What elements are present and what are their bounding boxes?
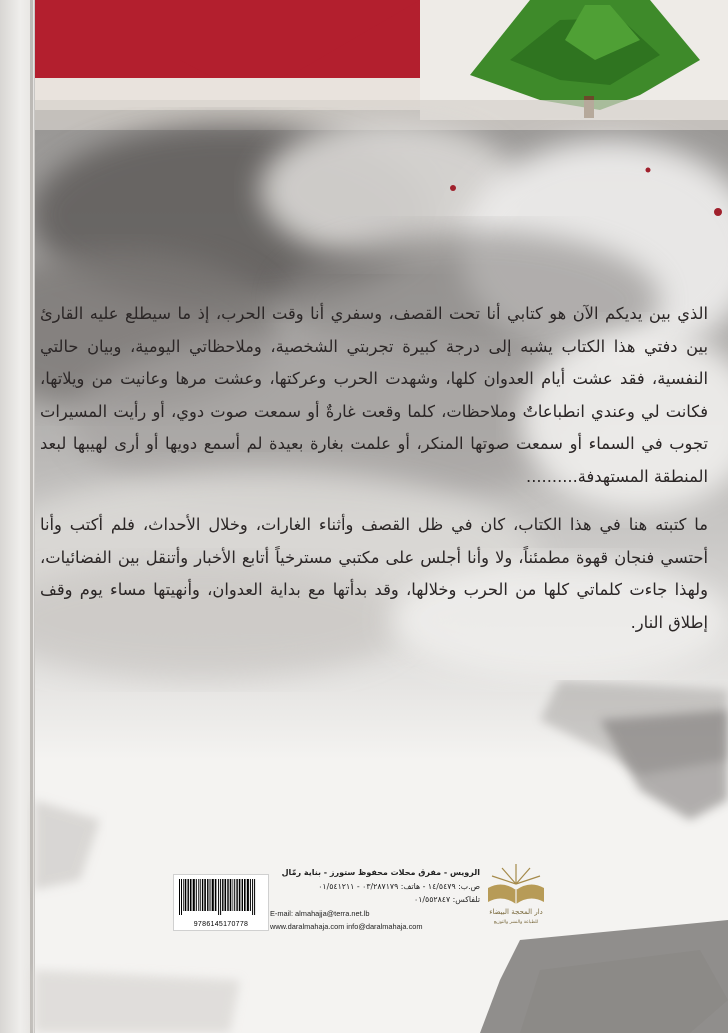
barcode-bar — [200, 879, 201, 911]
barcode-bar — [210, 879, 211, 911]
barcode-bar — [225, 879, 227, 911]
barcode-bar — [234, 879, 235, 911]
publisher-contact — [270, 866, 480, 934]
barcode-bar — [233, 879, 234, 911]
barcode-bar — [244, 879, 246, 911]
isbn-number: 9786145170778 — [193, 921, 249, 928]
barcode-bar — [183, 879, 184, 911]
barcode-bar — [242, 879, 243, 911]
barcode-bar — [204, 879, 206, 911]
book-with-sun-rays-logo-icon — [482, 862, 550, 908]
barcode-bar — [193, 879, 195, 911]
barcode-bar — [236, 879, 237, 911]
publisher-logo-block — [478, 860, 554, 940]
barcode-bar — [227, 879, 228, 911]
publisher-website: www.daralmahaja.com — [270, 922, 345, 931]
publisher-subtitle: للطباعة والنشر والتوزيع — [493, 920, 539, 925]
barcode-bar — [218, 879, 219, 915]
barcode-bar — [222, 879, 223, 911]
barcode-bar — [215, 879, 217, 911]
isbn-barcode — [173, 874, 269, 931]
barcode-bar — [252, 879, 253, 915]
barcode-bar — [254, 879, 255, 915]
barcode-bar — [212, 879, 214, 911]
red-stain — [646, 168, 651, 173]
publisher-email: E-mail: almahajja@terra.net.lb — [270, 908, 370, 918]
publisher-address: الرويس - مفرق محلات محفوظ ستورز - بناية رمّال — [281, 868, 480, 877]
back-cover-text — [40, 298, 708, 639]
barcode-bar — [188, 879, 189, 911]
barcode-bar — [220, 879, 221, 915]
paragraph-2: ما كتبته هنا في هذا الكتاب، كان في ظل القصف وأثناء الغارات، وخلال الأحداث، فلم أكتب وأنا أحتسي فنجان قهوة مطمئناً، ولا وأنا أجلس على مكتبي مسترخياً أتابع الأخبار وأتنقل بين الفضائيات، ولهذا جاءت كلماتي كلها من الحرب وخلالها، وقد بدأتها مع بداية العدوان، وأنهيتها مساء يوم وقف إطلاق النار. — [40, 515, 708, 632]
barcode-bars — [178, 879, 264, 915]
barcode-bar — [179, 879, 180, 915]
barcode-bar — [198, 879, 199, 911]
barcode-bar — [250, 879, 251, 911]
publisher-web — [270, 920, 480, 934]
publisher-name: دار المحجة البيضاء — [489, 908, 543, 916]
barcode-bar — [207, 879, 208, 911]
barcode-bar — [202, 879, 203, 911]
red-stain — [714, 208, 722, 216]
barcode-bar — [247, 879, 249, 911]
barcode-bar — [196, 879, 197, 911]
barcode-bar — [239, 879, 241, 911]
barcode-bar — [181, 879, 182, 915]
publisher-email-2: info@daralmahaja.com — [346, 922, 423, 931]
paragraph-1: الذي بين يديكم الآن هو كتابي أنا تحت القصف، وسفري أنا وقت الحرب، إذ ما سيطلع عليه القارئ بين دفتي هذا الكتاب يشبه إلى درجة كبيرة تجربتي الشخصية، وملاحظاتي اليومية، وبيان حالتي النفسية، فقد عشت أيام العدوان كلها، وشهدت الحرب وعركتها، وعشت مرها وعانيت من ويلاتها، فكانت لي وعندي انطباعاتٌ وملاحظات، كلما وقعت غارةٌ أو سمعت صوت دوي، أو رأيت المسيرات تجوب في السماء أو سمعت صوتها المنكر، أو علمت بغارة بعيدة لم أسمع دويها أو أرى لهيبها لبعد المنطقة المستهدفة.......... — [40, 304, 708, 486]
barcode-bar — [185, 879, 187, 911]
grunge-texture — [0, 680, 728, 1033]
publisher-po-phone: ص.ب: ١٤/٥٤٧٩ - هاتف: ٠٣/٢٨٧١٧٩ - ٠١/٥٤١٢١١ — [318, 881, 480, 891]
barcode-bar — [190, 879, 192, 911]
red-stain — [450, 185, 456, 191]
publisher-fax: تلفاكس: ٠١/٥٥٢٨٤٧ — [414, 895, 480, 904]
barcode-bar — [230, 879, 232, 911]
